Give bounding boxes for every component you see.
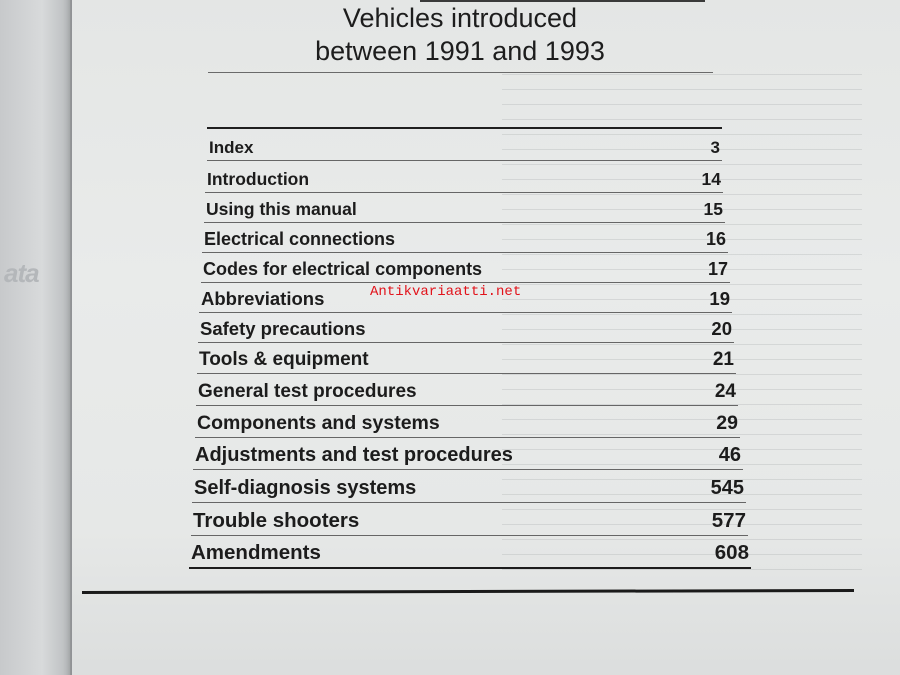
toc-label: Safety precautions	[200, 318, 366, 339]
toc-label: General test procedures	[198, 381, 417, 402]
toc-label: Components and systems	[197, 412, 440, 434]
toc-page-number: 29	[716, 412, 738, 434]
toc-row-self-diagnosis-systems	[192, 470, 746, 503]
toc-row-components-and-systems	[195, 405, 740, 438]
toc-label: Trouble shooters	[193, 509, 360, 532]
title-line-2: between 1991 and 1993	[315, 36, 605, 66]
toc-label: Amendments	[191, 541, 321, 564]
toc-page-number: 15	[703, 199, 723, 219]
toc-label: Abbreviations	[201, 288, 325, 309]
toc-row-tools-equipment	[197, 341, 736, 374]
toc-row-index	[207, 128, 722, 161]
toc-page-number: 19	[709, 288, 730, 309]
toc-page-number: 46	[718, 444, 741, 466]
toc-page-number: 24	[714, 381, 736, 402]
toc-label: Index	[209, 138, 254, 157]
toc-row-electrical-connections	[202, 220, 728, 253]
toc-label: Self-diagnosis systems	[194, 477, 417, 499]
toc-label: Adjustments and test procedures	[195, 444, 513, 466]
toc-row-codes-for-electrical-components	[201, 250, 730, 283]
spine-text: ata	[4, 258, 39, 288]
toc-page-number: 608	[714, 541, 749, 564]
toc-row-using-this-manual	[204, 190, 725, 223]
title-line-1: Vehicles introduced	[342, 3, 578, 33]
toc-page-number: 17	[707, 259, 728, 279]
toc-page-number: 3	[710, 138, 720, 157]
toc-page-number: 14	[701, 169, 721, 189]
toc-label: Electrical connections	[204, 229, 396, 249]
toc-label: Using this manual	[206, 199, 357, 219]
toc-page-number: 545	[710, 477, 744, 499]
toc-label: Tools & equipment	[199, 349, 369, 370]
toc-row-general-test-procedures	[196, 373, 738, 406]
toc-row-safety-precautions	[198, 310, 734, 343]
watermark-text: Antikvariaatti.net	[370, 284, 522, 300]
toc-page-number: 21	[712, 349, 734, 370]
toc-label: Introduction	[207, 169, 310, 189]
toc-row-introduction	[205, 160, 723, 193]
toc-label: Codes for electrical components	[203, 259, 483, 279]
toc-row-trouble-shooters	[191, 503, 748, 536]
toc-row-amendments	[189, 535, 751, 569]
toc-page-number: 20	[711, 318, 732, 339]
toc-page-number: 577	[711, 509, 746, 532]
toc-page-number: 16	[705, 229, 726, 249]
toc-row-adjustments-and-test-procedures	[193, 437, 743, 470]
